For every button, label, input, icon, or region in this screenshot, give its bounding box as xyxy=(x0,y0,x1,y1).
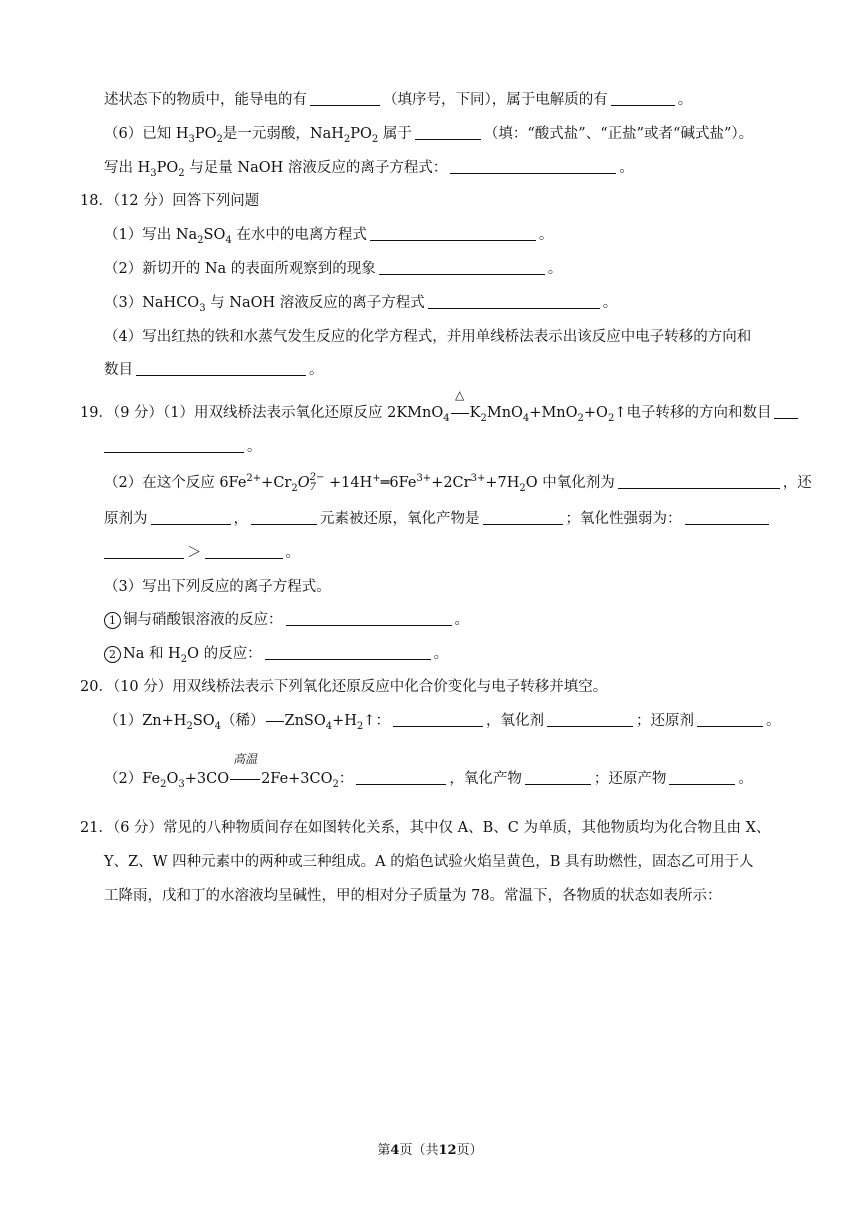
text-line: 2 Na 和 $H_2O$ 的反应： 。 xyxy=(104,644,448,664)
high-temp-arrow: 高温 xyxy=(229,769,261,789)
answer-blank[interactable] xyxy=(415,125,481,140)
answer-blank[interactable] xyxy=(697,712,763,727)
text-line: 工降雨，戊和丁的水溶液均呈碱性，甲的相对分子质量为 78。常温下，各物质的状态如表所示： xyxy=(104,888,722,904)
answer-blank[interactable] xyxy=(618,474,780,489)
text-line: （2）在这个反应 $6Fe^{2+}+Cr_2O2-$ $7 +14H^+═6Fe^{3+}+2Cr^{3+}+7H_2O$ 中氧化剂为 ，还 xyxy=(104,472,812,494)
circled-number-2: 2 xyxy=(104,646,121,663)
text-line: （6）已知 $H_3PO_2$是一元弱酸，$NaH_2PO_2$ 属于 （填：“酸式盐”、“正盐”或者“碱式盐”）。 xyxy=(104,126,754,145)
question-20: 20．（10 分）用双线桥法表示下列氧化还原反应中化合价变化与电子转移并填空。 xyxy=(80,679,608,695)
text-line: （1）写出 $Na_2SO_4$ 在水中的电离方程式 。 xyxy=(104,227,554,246)
text-line: （3）写出下列反应的离子方程式。 xyxy=(104,579,331,595)
answer-blank[interactable] xyxy=(104,438,244,453)
text-line: 。 xyxy=(104,437,262,457)
text-line: 述状态下的物质中，能导电的有 （填序号，下同），属于电解质的有 。 xyxy=(104,92,693,108)
answer-blank[interactable] xyxy=(611,91,675,106)
text-line: （2）新切开的 Na 的表面所观察到的现象 。 xyxy=(104,261,563,277)
answer-blank[interactable] xyxy=(379,260,545,275)
text-line: （4）写出红热的铁和水蒸气发生反应的化学方程式，并用单线桥法表示出该反应中电子转移的方向和 xyxy=(104,329,752,345)
heat-arrow: △ xyxy=(450,403,470,423)
answer-blank[interactable] xyxy=(669,770,735,785)
question-19: 19．（9 分）（1）用双线桥法表示氧化还原反应 2KMnO$_4$ △ $K_2MnO_4+MnO_2+O_2↑$电子转移的方向和数目 xyxy=(80,403,801,423)
answer-blank[interactable] xyxy=(104,544,184,559)
answer-blank[interactable] xyxy=(151,510,231,525)
answer-blank[interactable] xyxy=(393,712,483,727)
answer-blank[interactable] xyxy=(265,645,431,660)
answer-blank[interactable] xyxy=(774,404,798,419)
answer-blank[interactable] xyxy=(251,510,317,525)
text-line: $(1)Zn+H_2SO_4$（稀） $ZnSO_4+H_2↑$： ，氧化剂 ；还原剂 。 xyxy=(104,713,781,732)
answer-blank[interactable] xyxy=(483,510,563,525)
question-21: 21．（6 分）常见的八种物质间存在如图转化关系，其中仅 A、B、C 为单质，其他物质均为化合物且由 X、 xyxy=(80,820,771,836)
text-line: 数目 。 xyxy=(104,362,324,378)
question-18: 18．（12 分）回答下列问题 xyxy=(80,193,260,209)
answer-blank[interactable] xyxy=(370,226,536,241)
page-footer: 第4页（共12页） xyxy=(377,1143,483,1158)
text-line: Y、Z、W 四种元素中的两种或三种组成。A 的焰色试验火焰呈黄色，B 具有助燃性，固态乙可用于人 xyxy=(104,854,754,870)
answer-blank[interactable] xyxy=(356,770,446,785)
answer-blank[interactable] xyxy=(547,712,633,727)
text-line: 原剂为 ， 元素被还原，氧化产物是 ；氧化性强弱为： xyxy=(104,509,772,529)
answer-blank[interactable] xyxy=(286,611,452,626)
answer-blank[interactable] xyxy=(428,294,600,309)
answer-blank[interactable] xyxy=(136,361,306,376)
answer-blank[interactable] xyxy=(685,510,769,525)
text-line: 1 铜与硝酸银溶液的反应： 。 xyxy=(104,610,469,630)
answer-blank[interactable] xyxy=(205,544,283,559)
text-line: $(2)Fe_2O_3+3CO$ 高温 $2Fe+3CO_2$： ，氧化产物 ；还原产物 。 xyxy=(104,752,753,790)
text-line: ＞ 。 xyxy=(104,543,300,563)
answer-blank[interactable] xyxy=(525,770,591,785)
answer-blank[interactable] xyxy=(310,91,380,106)
text-line: 写出 $H_3PO_2$ 与足量 NaOH 溶液反应的离子方程式： 。 xyxy=(104,160,634,179)
circled-number-1: 1 xyxy=(104,612,121,629)
text-line: （3）NaHCO$_3$ 与 NaOH 溶液反应的离子方程式 。 xyxy=(104,295,618,314)
answer-blank[interactable] xyxy=(450,159,616,174)
